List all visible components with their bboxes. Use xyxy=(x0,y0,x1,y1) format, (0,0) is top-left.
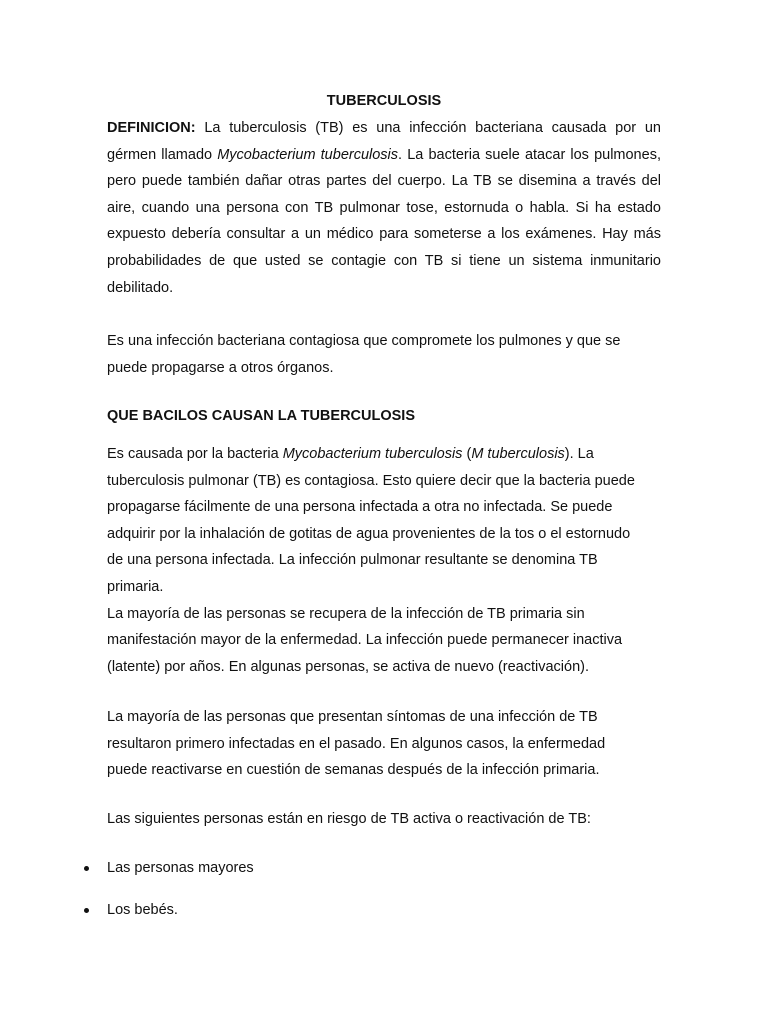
paragraph-line xyxy=(107,441,667,468)
definition-label: DEFINICION: xyxy=(107,120,196,136)
paren-open: ( xyxy=(466,446,472,462)
organism-name: Mycobacterium tuberculosis xyxy=(217,146,399,163)
bullet-icon xyxy=(84,908,89,913)
paragraph-line: puede reactivarse en cuestión de semanas después de la infección primaria. xyxy=(107,762,600,779)
list-item-text: Los bebés. xyxy=(107,902,178,918)
paragraph-line: manifestación mayor de la enfermedad. La infección puede permanecer inactiva xyxy=(107,632,623,649)
paragraph-line: primaria. xyxy=(107,578,164,595)
risk-paragraph xyxy=(107,806,667,833)
paragraph-line: La mayoría de las personas se recupera de la infección de TB primaria sin xyxy=(107,605,585,622)
paragraph-line: Las siguientes personas están en riesgo de TB activa o reactivación de TB: xyxy=(107,811,591,827)
paragraph-line: adquirir por la inhalación de gotitas de agua provenientes de la tos o el estornudo xyxy=(107,525,631,542)
definition-paragraph xyxy=(107,115,661,301)
contagious-paragraph xyxy=(107,328,667,381)
paragraph-line: de una persona infectada. La infección pulmonar resultante se denomina TB xyxy=(107,552,598,569)
list-item xyxy=(0,898,768,922)
organism-name: Mycobacterium tuberculosis xyxy=(282,446,463,462)
section-heading: QUE BACILOS CAUSAN LA TUBERCULOSIS xyxy=(107,408,415,424)
paren-close: ). La xyxy=(564,446,594,462)
paragraph-line: resultaron primero infectadas en el pasado. En algunos casos, la enfermedad xyxy=(107,735,606,752)
cause-paragraph xyxy=(107,441,667,680)
list-item-text: Las personas mayores xyxy=(107,860,254,876)
paragraph-line: Es una infección bacteriana contagiosa que compromete los pulmones y que se xyxy=(107,333,621,349)
list-item xyxy=(0,856,768,880)
paragraph-line: puede propagarse a otros órganos. xyxy=(107,359,334,376)
bullet-icon xyxy=(84,866,89,871)
paragraph-line: propagarse fácilmente de una persona infectada a otra no infectada. Se puede xyxy=(107,499,613,516)
symptoms-paragraph xyxy=(107,704,667,784)
document-title: TUBERCULOSIS xyxy=(326,93,442,109)
paragraph-line: La mayoría de las personas que presentan síntomas de una infección de TB xyxy=(107,709,598,725)
cause-prefix: Es causada por la bacteria xyxy=(107,446,279,462)
paragraph-line: tuberculosis pulmonar (TB) es contagiosa. Esto quiere decir que la bacteria puede xyxy=(107,472,635,489)
paragraph-line: (latente) por años. En algunas personas, se activa de nuevo (reactivación). xyxy=(107,658,589,675)
definition-text-start: La tuberculosis (TB) es una infección bacteriana causada por un gérmen llamado xyxy=(107,120,661,163)
definition-text-end: . La bacteria suele atacar los pulmones, pero puede también dañar otras partes del cuerpo. La TB se disemina a través del aire, cuando una persona con TB pulmonar tose, estornuda o habla. Si ha estado expuesto debería consultar a un médico para someterse a los exámenes. Hay más probabilidades de que usted se contagie con TB si tiene un sistema inmunitario debilitado. xyxy=(107,146,661,296)
organism-short-name: M tuberculosis xyxy=(471,446,565,462)
